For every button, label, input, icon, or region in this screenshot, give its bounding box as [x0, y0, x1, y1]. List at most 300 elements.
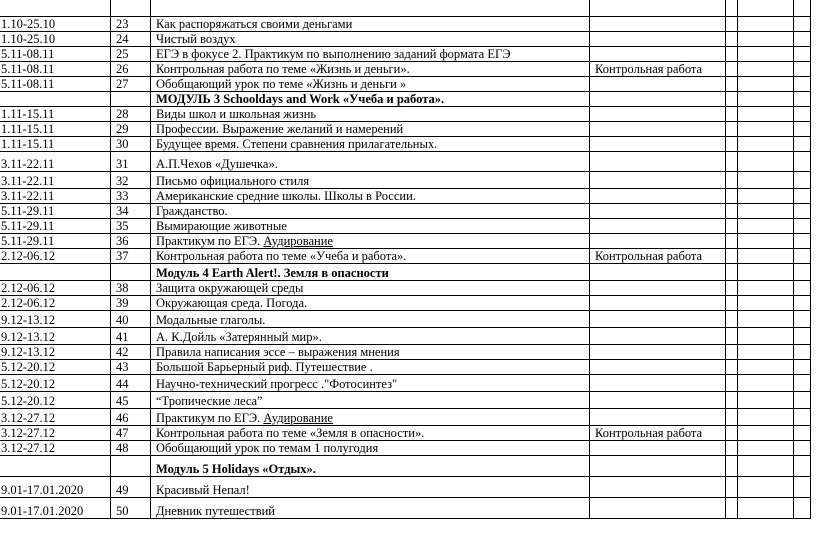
date-text: 9.01-17.01.2020 [1, 504, 84, 518]
date-text: 3.12-27.12 [1, 426, 56, 440]
date-text: 1.10-25.10 [1, 32, 56, 46]
topic-text: Защита окружающей среды [156, 281, 304, 295]
topic-text: Красивый Непал! [156, 483, 250, 497]
lesson-number-cell [111, 137, 151, 152]
topic-text: Большой Барьерный риф. Путешествие . [156, 360, 373, 374]
control-work-cell [590, 498, 726, 519]
date-cell [0, 62, 111, 77]
empty-cell [738, 249, 794, 264]
empty-cell [794, 328, 811, 345]
control-work-cell [590, 189, 726, 204]
empty-cell [794, 77, 811, 92]
control-work-text: Контрольная работа [595, 249, 703, 263]
topic-text: ЕГЭ в фокусе 2. Практикум по выполнению заданий формата ЕГЭ [156, 47, 511, 61]
table-row [0, 189, 811, 204]
lesson-number-cell [111, 189, 151, 204]
empty-cell [738, 426, 794, 441]
control-work-cell [590, 375, 726, 392]
lesson-number-text: 39 [116, 296, 129, 310]
empty-cell [794, 17, 811, 32]
empty-cell [726, 17, 738, 32]
empty-cell [738, 328, 794, 345]
lesson-number-text: 34 [116, 204, 129, 218]
empty-cell [726, 498, 738, 519]
topic-cell [151, 137, 590, 152]
lesson-number-cell [111, 92, 151, 107]
module-heading-row [0, 92, 811, 107]
empty-cell [726, 107, 738, 122]
topic-cell [151, 62, 590, 77]
empty-cell [726, 77, 738, 92]
empty-cell [738, 311, 794, 328]
empty-cell [738, 392, 794, 409]
table-row [0, 477, 811, 498]
topic-text: А. К.Дойль «Затерянный мир». [156, 330, 322, 344]
table-row [0, 409, 811, 426]
date-text: 1.11-15.11 [1, 107, 55, 121]
empty-cell [726, 441, 738, 456]
table-row [0, 47, 811, 62]
date-cell [0, 281, 111, 296]
lesson-number-text: 41 [116, 330, 129, 344]
lesson-number-cell [111, 477, 151, 498]
lesson-number-cell [111, 204, 151, 219]
empty-cell [738, 77, 794, 92]
control-work-cell [590, 328, 726, 345]
empty-cell [794, 264, 811, 281]
lesson-number-text: 28 [116, 107, 129, 121]
topic-cell [151, 17, 590, 32]
control-work-cell [590, 296, 726, 311]
empty-cell [726, 392, 738, 409]
date-cell [0, 152, 111, 172]
topic-text: Американские средние школы. Школы в России. [156, 189, 416, 203]
topic-cell [151, 152, 590, 172]
topic-cell [151, 392, 590, 409]
underlined-word: Аудирование [263, 411, 333, 425]
empty-cell [726, 281, 738, 296]
lesson-number-text: 43 [116, 360, 129, 374]
empty-cell [726, 456, 738, 477]
topic-text: А.П.Чехов «Душечка». [156, 157, 278, 171]
topic-cell [151, 47, 590, 62]
empty-cell [726, 426, 738, 441]
empty-cell [738, 296, 794, 311]
topic-cell [151, 375, 590, 392]
topic-text: Чистый воздух [156, 32, 236, 46]
control-work-cell [590, 345, 726, 360]
empty-cell [726, 219, 738, 234]
empty-cell [738, 360, 794, 375]
control-work-text: Контрольная работа [595, 426, 703, 440]
table-row [0, 152, 811, 172]
lesson-number-text: 35 [116, 219, 129, 233]
table-row [0, 296, 811, 311]
date-cell [0, 477, 111, 498]
date-cell [0, 409, 111, 426]
table-row [0, 345, 811, 360]
topic-text: Окружающая среда. Погода. [156, 296, 308, 310]
empty-cell [794, 311, 811, 328]
topic-cell [151, 311, 590, 328]
empty-cell [738, 264, 794, 281]
topic-cell [151, 498, 590, 519]
table-row [0, 281, 811, 296]
lesson-number-cell [111, 281, 151, 296]
topic-cell [151, 345, 590, 360]
date-text: 1.11-15.11 [1, 122, 55, 136]
lesson-number-cell [111, 498, 151, 519]
topic-cell [151, 107, 590, 122]
empty-cell [726, 477, 738, 498]
empty-cell [738, 204, 794, 219]
empty-cell [794, 204, 811, 219]
control-work-cell [590, 426, 726, 441]
empty-cell [726, 137, 738, 152]
date-cell [0, 360, 111, 375]
control-work-cell [590, 409, 726, 426]
control-work-cell [590, 477, 726, 498]
date-cell [0, 17, 111, 32]
date-cell [0, 137, 111, 152]
topic-text: Практикум по ЕГЭ. Аудирование [156, 411, 333, 425]
date-text: 3.12-27.12 [1, 441, 56, 455]
date-cell [0, 375, 111, 392]
topic-cell [151, 360, 590, 375]
lesson-number-text: 30 [116, 137, 129, 151]
topic-text: Письмо официального стиля [156, 174, 310, 188]
table-row [0, 375, 811, 392]
table-row [0, 311, 811, 328]
control-work-cell [590, 137, 726, 152]
lesson-number-cell [111, 107, 151, 122]
lesson-number-text: 42 [116, 345, 129, 359]
date-cell [0, 189, 111, 204]
empty-cell [738, 409, 794, 426]
lesson-number-cell [111, 375, 151, 392]
empty-cell [794, 456, 811, 477]
empty-cell [794, 392, 811, 409]
lesson-number-cell [111, 77, 151, 92]
control-work-cell [590, 249, 726, 264]
date-text: 2.12-06.12 [1, 281, 56, 295]
empty-cell [726, 0, 738, 17]
empty-cell [738, 92, 794, 107]
topic-cell [151, 92, 590, 107]
empty-cell [738, 137, 794, 152]
date-text: 2.12-06.12 [1, 296, 56, 310]
date-cell [0, 392, 111, 409]
topic-text: Практикум по ЕГЭ. Аудирование [156, 234, 333, 248]
lesson-number-cell [111, 311, 151, 328]
control-work-cell [590, 122, 726, 137]
empty-cell [726, 345, 738, 360]
table-row [0, 107, 811, 122]
empty-cell [794, 498, 811, 519]
lesson-number-cell [111, 328, 151, 345]
lesson-number-text: 31 [116, 157, 129, 171]
topic-text: Модуль 4 Earth Alert!. Земля в опасности [156, 266, 389, 280]
date-cell [0, 311, 111, 328]
lesson-number-cell [111, 17, 151, 32]
control-work-cell [590, 311, 726, 328]
empty-cell [726, 360, 738, 375]
control-work-cell [590, 360, 726, 375]
empty-cell [738, 152, 794, 172]
table-row [0, 137, 811, 152]
date-text: 5.12-20.12 [1, 360, 56, 374]
topic-text: Обобщающий урок по темам 1 полугодия [156, 441, 379, 455]
topic-cell [151, 296, 590, 311]
lesson-number-text: 50 [116, 504, 129, 518]
date-text: 9.12-13.12 [1, 313, 56, 327]
lesson-number-text: 29 [116, 122, 129, 136]
date-text: 5.11-29.11 [1, 204, 55, 218]
lesson-number-text: 32 [116, 174, 129, 188]
empty-cell [794, 441, 811, 456]
empty-cell [794, 409, 811, 426]
topic-cell [151, 477, 590, 498]
topic-cell [151, 281, 590, 296]
lesson-number-text: 38 [116, 281, 129, 295]
control-work-cell [590, 264, 726, 281]
lesson-number-text: 23 [116, 17, 129, 31]
empty-cell [738, 17, 794, 32]
table-row [0, 204, 811, 219]
control-work-cell [590, 92, 726, 107]
empty-cell [794, 62, 811, 77]
module-heading-row [0, 264, 811, 281]
topic-cell [151, 441, 590, 456]
date-cell [0, 234, 111, 249]
empty-cell [738, 375, 794, 392]
date-cell [0, 498, 111, 519]
topic-text: Будущее время. Степени сравнения прилагательных. [156, 137, 438, 151]
empty-cell [794, 477, 811, 498]
empty-cell [794, 375, 811, 392]
lesson-number-cell [111, 409, 151, 426]
topic-text: Профессии. Выражение желаний и намерений [156, 122, 404, 136]
date-cell [0, 219, 111, 234]
control-work-cell [590, 32, 726, 47]
empty-cell [738, 172, 794, 189]
empty-cell [738, 47, 794, 62]
empty-cell [794, 219, 811, 234]
topic-text: Виды школ и школьная жизнь [156, 107, 317, 121]
empty-cell [726, 47, 738, 62]
date-text: 9.12-13.12 [1, 345, 56, 359]
control-work-cell [590, 107, 726, 122]
empty-cell [738, 122, 794, 137]
date-cell [0, 92, 111, 107]
lesson-number-text: 45 [116, 394, 129, 408]
date-text: 2.12-06.12 [1, 249, 56, 263]
empty-cell [794, 47, 811, 62]
lesson-number-text: 24 [116, 32, 129, 46]
lesson-number-cell [111, 360, 151, 375]
date-cell [0, 47, 111, 62]
date-cell [0, 0, 111, 17]
empty-cell [738, 219, 794, 234]
empty-cell [726, 328, 738, 345]
date-cell [0, 107, 111, 122]
empty-cell [794, 0, 811, 17]
empty-cell [726, 296, 738, 311]
date-cell [0, 122, 111, 137]
date-text: 3.11-22.11 [1, 189, 55, 203]
topic-text: Дневник путешествий [156, 504, 275, 518]
empty-cell [726, 311, 738, 328]
date-text: 3.11-22.11 [1, 157, 55, 171]
topic-cell [151, 77, 590, 92]
control-work-cell [590, 456, 726, 477]
topic-text: Научно-технический прогресс ."Фотосинтез" [156, 377, 398, 391]
table-row [0, 62, 811, 77]
control-work-cell [590, 47, 726, 62]
date-text: 3.12-27.12 [1, 411, 56, 425]
date-cell [0, 328, 111, 345]
control-work-cell [590, 152, 726, 172]
topic-text: Модуль 5 Holidays «Отдых». [156, 462, 316, 476]
date-text: 5.11-29.11 [1, 234, 55, 248]
lesson-number-text: 49 [116, 483, 129, 497]
lesson-number-cell [111, 345, 151, 360]
date-text: 9.01-17.01.2020 [1, 483, 84, 497]
table-row [0, 0, 811, 17]
topic-cell [151, 172, 590, 189]
empty-cell [738, 498, 794, 519]
date-cell [0, 441, 111, 456]
table-row [0, 498, 811, 519]
date-text: 5.11-29.11 [1, 219, 55, 233]
date-cell [0, 204, 111, 219]
topic-text: Правила написания эссе – выражения мнения [156, 345, 400, 359]
empty-cell [726, 409, 738, 426]
empty-cell [794, 249, 811, 264]
control-work-cell [590, 62, 726, 77]
lesson-number-text: 44 [116, 377, 129, 391]
empty-cell [726, 264, 738, 281]
control-work-cell [590, 281, 726, 296]
control-work-cell [590, 441, 726, 456]
table-row [0, 328, 811, 345]
lesson-number-cell [111, 172, 151, 189]
lesson-number-text: 33 [116, 189, 129, 203]
table-row [0, 172, 811, 189]
lesson-number-cell [111, 62, 151, 77]
empty-cell [794, 189, 811, 204]
date-text: 5.11-08.11 [1, 47, 55, 61]
empty-cell [794, 281, 811, 296]
lesson-number-cell [111, 0, 151, 17]
empty-cell [794, 172, 811, 189]
empty-cell [726, 375, 738, 392]
lesson-number-cell [111, 426, 151, 441]
lesson-number-cell [111, 234, 151, 249]
empty-cell [738, 345, 794, 360]
date-cell [0, 172, 111, 189]
topic-text: Контрольная работа по теме «Жизнь и деньги». [156, 62, 410, 76]
empty-cell [726, 172, 738, 189]
date-text: 5.12-20.12 [1, 377, 56, 391]
lesson-number-cell [111, 264, 151, 281]
topic-cell [151, 426, 590, 441]
lesson-number-text: 36 [116, 234, 129, 248]
topic-cell [151, 32, 590, 47]
table-row [0, 77, 811, 92]
table-row [0, 441, 811, 456]
empty-cell [738, 441, 794, 456]
control-work-text: Контрольная работа [595, 62, 703, 76]
date-text: 9.12-13.12 [1, 330, 56, 344]
empty-cell [726, 92, 738, 107]
date-cell [0, 32, 111, 47]
topic-cell [151, 122, 590, 137]
empty-cell [738, 456, 794, 477]
lesson-number-cell [111, 249, 151, 264]
empty-cell [726, 122, 738, 137]
control-work-cell [590, 77, 726, 92]
empty-cell [738, 62, 794, 77]
table-row [0, 32, 811, 47]
empty-cell [794, 360, 811, 375]
lesson-number-text: 48 [116, 441, 129, 455]
lesson-number-text: 46 [116, 411, 129, 425]
empty-cell [738, 281, 794, 296]
topic-cell [151, 0, 590, 17]
date-cell [0, 426, 111, 441]
topic-cell [151, 234, 590, 249]
topic-cell [151, 204, 590, 219]
date-cell [0, 345, 111, 360]
date-cell [0, 77, 111, 92]
topic-cell [151, 264, 590, 281]
date-text: 1.10-25.10 [1, 17, 56, 31]
empty-cell [794, 345, 811, 360]
table-row [0, 122, 811, 137]
date-cell [0, 456, 111, 477]
topic-cell [151, 219, 590, 234]
table-row [0, 219, 811, 234]
empty-cell [794, 152, 811, 172]
topic-cell [151, 249, 590, 264]
empty-cell [738, 234, 794, 249]
topic-text: Гражданство. [156, 204, 228, 218]
empty-cell [794, 234, 811, 249]
empty-cell [726, 234, 738, 249]
lesson-number-text: 40 [116, 313, 129, 327]
lesson-number-cell [111, 32, 151, 47]
date-text: 5.12-20.12 [1, 394, 56, 408]
lesson-number-cell [111, 152, 151, 172]
empty-cell [726, 62, 738, 77]
topic-cell [151, 456, 590, 477]
lesson-number-cell [111, 441, 151, 456]
date-text: 1.11-15.11 [1, 137, 55, 151]
lesson-number-cell [111, 456, 151, 477]
lesson-number-text: 37 [116, 249, 129, 263]
topic-text: Контрольная работа по теме «Учеба и работа». [156, 249, 407, 263]
table-row [0, 360, 811, 375]
control-work-cell [590, 17, 726, 32]
lesson-number-cell [111, 47, 151, 62]
empty-cell [794, 92, 811, 107]
empty-cell [738, 0, 794, 17]
empty-cell [738, 107, 794, 122]
table-row [0, 392, 811, 409]
lesson-number-cell [111, 219, 151, 234]
module-heading-row [0, 456, 811, 477]
